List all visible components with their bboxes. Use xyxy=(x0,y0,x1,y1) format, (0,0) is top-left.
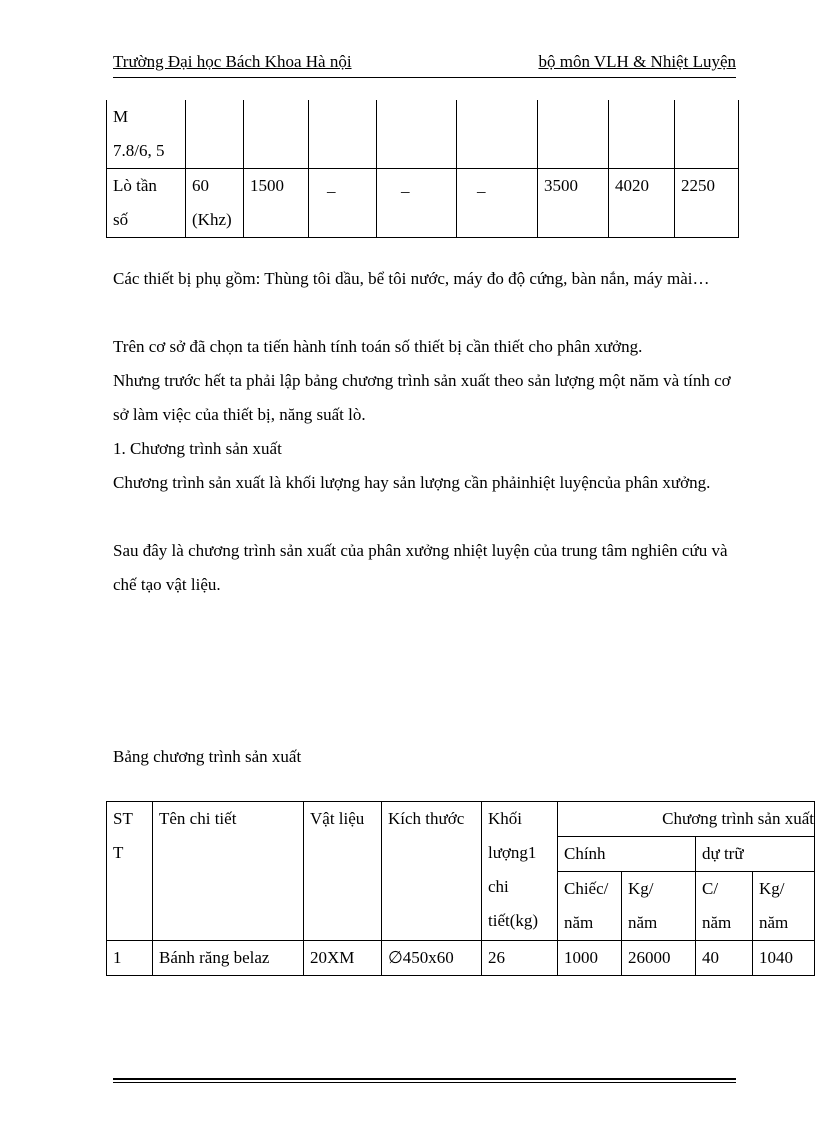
header-main-kg: Kg/ năm xyxy=(622,872,696,941)
header-reserve-kg: Kg/ năm xyxy=(753,872,815,941)
cell-main-pieces: 1000 xyxy=(558,941,622,976)
footer-rule-thin xyxy=(113,1082,736,1083)
header-university: Trường Đại học Bách Khoa Hà nội xyxy=(113,52,352,71)
table-cell xyxy=(186,100,244,169)
header-material: Vật liệu xyxy=(304,802,382,941)
table-cell: 60 (Khz) xyxy=(186,169,244,238)
header-rule xyxy=(113,77,736,78)
table-cell: M 7.8/6, 5 xyxy=(107,100,186,169)
table-row xyxy=(107,100,739,169)
header-mass: Khối lượng1 chi tiết(kg) xyxy=(482,802,558,941)
header-main-pieces: Chiếc/ năm xyxy=(558,872,622,941)
table-cell: 3500 xyxy=(538,169,609,238)
equipment-table xyxy=(106,100,739,238)
cell-main-kg: 26000 xyxy=(622,941,696,976)
page-header xyxy=(113,52,736,78)
header-name: Tên chi tiết xyxy=(153,802,304,941)
table-cell: 2250 xyxy=(675,169,739,238)
paragraph-following: Sau đây là chương trình sản xuất của phân xưởng nhiệt luyện của trung tâm nghiên cứu và chế tạo vật liệu. xyxy=(113,541,728,594)
table-cell xyxy=(675,100,739,169)
header-reserve-pieces: C/ năm xyxy=(696,872,753,941)
table-cell: Lò tần số xyxy=(107,169,186,238)
table-header-row xyxy=(107,802,815,837)
paragraph-basis: Trên cơ sở đã chọn ta tiến hành tính toán số thiết bị cần thiết cho phân xưởng. xyxy=(113,337,643,356)
table-cell xyxy=(309,100,377,169)
table-row xyxy=(107,169,739,238)
cell-size: ∅450x60 xyxy=(382,941,482,976)
table-cell: 4020 xyxy=(609,169,675,238)
section-heading: 1. Chương trình sản xuất xyxy=(113,439,282,458)
cell-reserve-pieces: 40 xyxy=(696,941,753,976)
header-stt: ST T xyxy=(107,802,153,941)
header-reserve: dự trữ xyxy=(696,837,815,872)
header-main: Chính xyxy=(558,837,696,872)
cell-name: Bánh răng belaz xyxy=(153,941,304,976)
paragraph-program-intro: Nhưng trước hết ta phải lập bảng chương trình sản xuất theo sản lượng một năm và tính cơ sở làm việc của thiết bị, năng suất lò. xyxy=(113,371,731,424)
paragraph-aux-equipment: Các thiết bị phụ gồm: Thùng tôi dầu, bể tôi nước, máy đo độ cứng, bàn nắn, máy mài… xyxy=(113,269,710,288)
cell-reserve-kg: 1040 xyxy=(753,941,815,976)
footer-rule-thick xyxy=(113,1078,736,1080)
table-cell xyxy=(609,100,675,169)
header-size: Kích thước xyxy=(382,802,482,941)
table-cell xyxy=(244,100,309,169)
table-caption: Bảng chương trình sản xuất xyxy=(113,747,302,766)
cell-material: 20XM xyxy=(304,941,382,976)
header-department: bộ môn VLH & Nhiệt Luyện xyxy=(538,52,736,71)
table-cell: _ xyxy=(457,169,538,238)
table-cell: 1500 xyxy=(244,169,309,238)
table-cell xyxy=(457,100,538,169)
table-cell: _ xyxy=(309,169,377,238)
table-cell xyxy=(538,100,609,169)
paragraph-definition: Chương trình sản xuất là khối lượng hay sản lượng cần phảinhiệt luyệncủa phân xưởng. xyxy=(113,473,711,492)
table-cell xyxy=(377,100,457,169)
cell-mass: 26 xyxy=(482,941,558,976)
header-program: Chương trình sản xuất xyxy=(558,802,815,837)
table-row xyxy=(107,941,815,976)
table-cell: _ xyxy=(377,169,457,238)
production-program-table xyxy=(106,801,815,976)
cell-stt: 1 xyxy=(107,941,153,976)
